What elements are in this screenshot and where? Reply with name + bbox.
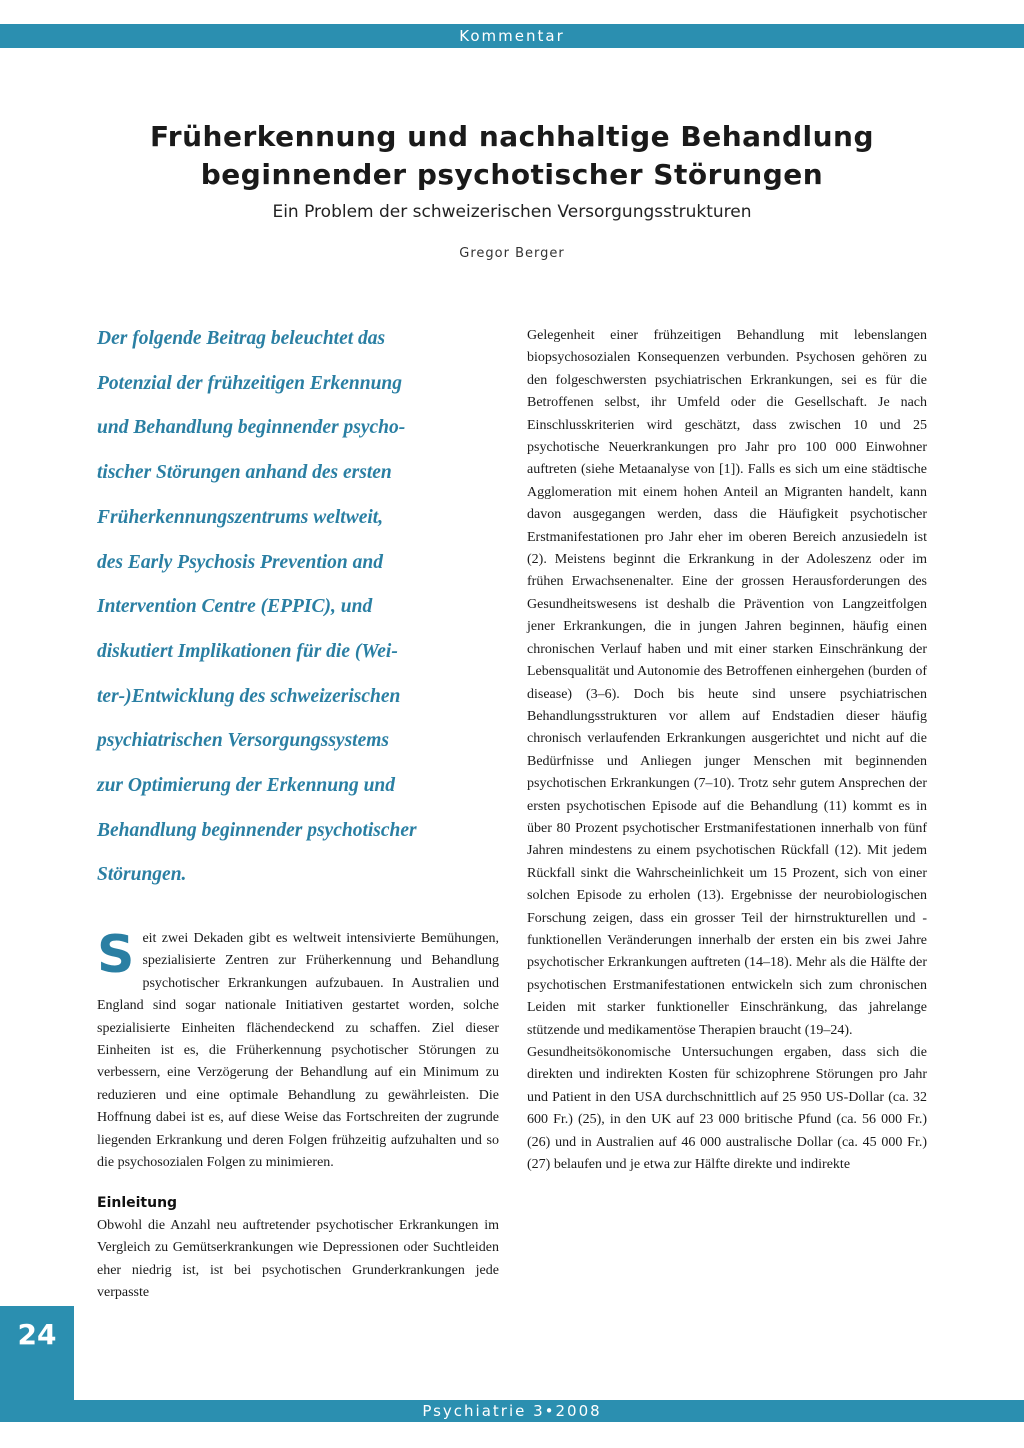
abstract-line: des Early Psychosis Prevention and [97, 551, 383, 573]
article-author: Gregor Berger [459, 246, 565, 261]
abstract-line: Behandlung beginnender psychotischer [97, 819, 417, 841]
abstract-line: psychiatrischen Versorgungssystems [97, 730, 390, 752]
intro-paragraph [97, 925, 499, 1174]
abstract-line: und Behandlung beginnender psycho- [97, 417, 406, 439]
abstract-line: zur Optimierung der Erkennung und [97, 775, 396, 797]
abstract-line: Der folgende Beitrag beleuchtet das [97, 328, 386, 349]
abstract-line: Intervention Centre (EPPIC), und [97, 596, 373, 618]
abstract-line: Potenzial der frühzeitigen Erkennung [97, 372, 403, 394]
abstract-line: tischer Störungen anhand des ersten [97, 462, 392, 484]
abstract-line: diskutiert Implikationen für die (Wei- [97, 640, 398, 662]
section-label: Kommentar [459, 27, 565, 45]
body-paragraph-1: Gelegenheit einer frühzeitigen Behandlung mit lebenslangen biopsychosozialen Konsequenzen verbunden. Psychosen gehören zu den folgeschwersten psychiatrischen Erkrankungen, sei es für die Betroffenen selbst, ihr Umfeld oder die Gesellschaft. Je nach Einschlusskriterien wird geschätzt, dass zwischen 10 und 25 psychotische Neuerkrankungen pro Jahr pro 100 000 Einwohner auftreten (siehe Metaanalyse von [1]). Falls es sich um eine städtische Agglomeration mit einem hohen Anteil an Migranten handelt, kann davon ausgegangen werden, dass die Häufigkeit psychotischer Erstmanifestationen pro Jahr eher im oberen Bereich anzusiedeln ist (2). Meistens beginnt die Erkrankung in der Adoleszenz oder im frühen Erwachsenenalter. Eine der grossen Herausforderungen des Gesundheitswesens ist deshalb die Prävention von Langzeitfolgen jener Erkrankungen, die in jungen Jahren beginnen, häufig einen chronischen Verlauf haben und mit einer starken Einschränkung der Lebensqualität und Autonomie des Betroffenen einhergehen (burden of disease) (3–6). Doch bis heute sind unsere psychiatrischen Behandlungsstrukturen vor allem auf Endstadien dieser häufig chronisch verlaufenden Erkrankungen ausgerichtet und nicht auf die Bedürfnisse und Anliegen junger Menschen mit beginnenden psychotischen Erkrankungen (7–10). Trotz sehr gutem Ansprechen der ersten psychotischen Episode auf die Behandlung (11) kommt es in über 80 Prozent psychotischer Erstmanifestationen innerhalb von fünf Jahren mindestens zu einem psychotischen Rückfall (12). Mit jedem Rückfall sinkt die Wahrscheinlichkeit um 15 Prozent, sich von einer solchen Episode zu erholen (13). Ergebnisse der neurobiologischen Forschung zeigen, dass ein grosser Teil der hirnstrukturellen und -funktionellen Veränderungen innerhalb der ersten ein bis zwei Jahre psychotischer Erkrankungen auftreten (14–18). Mehr als die Hälfte der psychotischen Erstmanifestationen entwickeln sich zum chronischen Leiden mit starker funktioneller Einschränkung, das jahrelange stützende und medikamentöse Therapien braucht (19–24). [527, 328, 927, 1038]
journal-issue: Psychiatrie 3•2008 [422, 1402, 602, 1420]
page-number: 24 [17, 1318, 57, 1351]
abstract-line: ter-)Entwicklung des schweizerischen [97, 685, 401, 707]
right-column [527, 325, 927, 1176]
journal-footer-bar [0, 1400, 1024, 1422]
section-header-bar [0, 24, 1024, 48]
body-paragraph-2: Gesundheitsökonomische Untersuchungen ergaben, dass sich die direkten und indirekten Kosten für schizophrene Störungen pro Jahr und Patient in den USA durchschnittlich auf 25 950 US-Dollar (ca. 32 600 Fr.) (25), in den UK auf 23 000 britische Pfund (ca. 56 000 Fr.) (26) und in Australien auf 46 000 australische Dollar (ca. 45 000 Fr.) (27) belaufen und je etwa zur Hälfte direkte und indirekte [527, 1045, 927, 1173]
abstract [97, 317, 502, 898]
section-heading-einleitung: Einleitung [97, 1195, 178, 1212]
article-subtitle: Ein Problem der schweizerischen Versorgungsstrukturen [272, 202, 752, 222]
abstract-line: Früherkennungszentrums weltweit, [97, 506, 384, 528]
title-line-2: beginnender psychotischer Störungen [200, 158, 824, 191]
left-column [97, 925, 499, 1305]
einleitung-paragraph: Obwohl die Anzahl neu auftretender psychotischer Erkrankungen im Vergleich zu Gemütserkrankungen wie Depressionen oder Suchtleiden eher niedrig ist, ist bei psychotischen Grunderkrankungen jede verpasste [97, 1217, 499, 1301]
drop-cap: S [97, 925, 135, 985]
abstract-line: Störungen. [97, 864, 187, 886]
intro-text: eit zwei Dekaden gibt es weltweit intensivierte Bemühungen, spezialisierte Zentren zur Früherkennung und Behandlung psychotischer Erkrankungen aufzubauen. In Australien und England sind sogar nationale Initiativen gestartet worden, solche spezialisierte Einheiten flächendeckend zu schaffen. Ziel dieser Einheiten ist es, die Früherkennung psychotischer Störungen zu verbessern, eine Verzögerung der Behandlung auf ein Minimum zu reduzieren und eine optimale Behandlung zu gewährleisten. Die Hoffnung dabei ist es, auf diese Weise das Fortschreiten der zugrunde liegenden Erkrankung und deren Folgen frühzeitig aufzuhalten und so die psychosozialen Folgen zu minimieren. [97, 931, 499, 1171]
article-title [0, 118, 1024, 194]
title-line-1: Früherkennung und nachhaltige Behandlung [149, 120, 875, 153]
